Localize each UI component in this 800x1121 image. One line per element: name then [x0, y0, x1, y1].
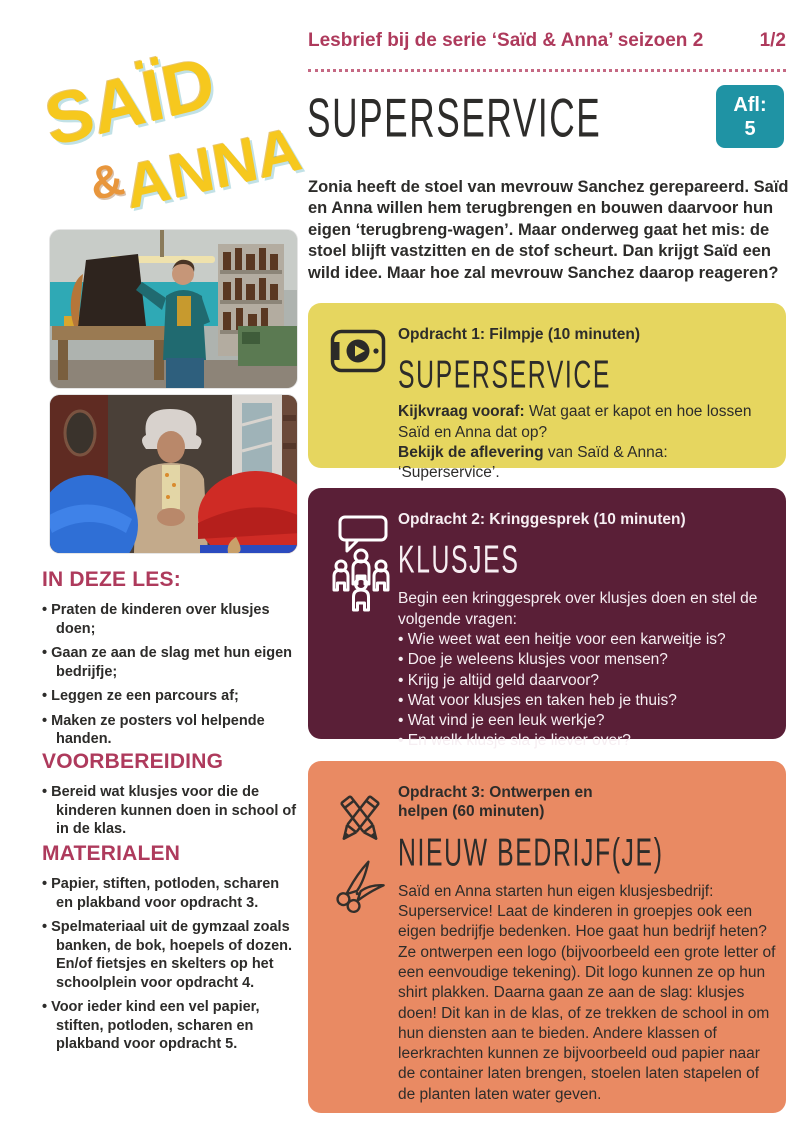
list-item: • Bereid wat klusjes voor die de kinderen kunnen doen in school of in de klas. [42, 783, 300, 839]
said-anna-logo [28, 20, 307, 225]
question-item: • Wat voor klusjes en taken heb je thuis? [398, 691, 762, 711]
pencils-icon [330, 787, 390, 854]
list-item: • Maken ze posters vol helpende handen. [42, 712, 300, 749]
card-opdracht-3 [308, 761, 786, 1113]
card-body [398, 402, 762, 483]
card-body [398, 589, 762, 751]
list-item: • Gaan ze aan de slag met hun eigen bedrijfje; [42, 644, 300, 681]
opdracht-label: Opdracht 2: Kringgesprek (10 minuten) [398, 511, 686, 528]
section-in-deze-les [42, 568, 300, 755]
bekijk-label: Bekijk de aflevering [398, 443, 544, 461]
bekijk-text: van Saïd & Anna: ‘Superservice’. [398, 443, 668, 482]
section-materialen [42, 842, 300, 1060]
header-divider [308, 69, 786, 72]
page-title-text: SUPERSERVICE [307, 88, 602, 149]
doorway-illustration [50, 395, 297, 553]
question-list [398, 630, 762, 752]
card-title-text: NIEUW BEDRIJF(JE) [398, 829, 664, 874]
question-item: • Doe je weleens klusjes voor mensen? [398, 650, 762, 670]
list-item: • Papier, stiften, potloden, scharen en plakband voor opdracht 3. [42, 875, 300, 912]
question-item: • Wie weet wat een heitje voor een karweitje is? [398, 630, 762, 650]
header-title: Lesbrief bij de serie ‘Saïd & Anna’ seizoen 2 [308, 30, 704, 51]
list-item: • Leggen ze een parcours af; [42, 687, 300, 706]
page-number: 1/2 [759, 30, 786, 51]
workshop-illustration [50, 230, 297, 388]
logo-ampersand: & [84, 152, 129, 210]
header [308, 30, 786, 52]
video-icon [330, 329, 386, 378]
discussion-icon [330, 514, 392, 619]
list-item: • Praten de kinderen over klusjes doen; [42, 601, 300, 638]
card-title-text: SUPERSERVICE [398, 352, 612, 397]
list-item: • Spelmateriaal uit de gymzaal zoals banken, de bok, hoepels of dozen. En/of fietsjes en skelters op het schoolplein voor opdracht 4. [42, 918, 300, 992]
kijkvraag-label: Kijkvraag vooraf: [398, 403, 525, 421]
kringgesprek-lead: Begin een kringgesprek over klusjes doen en stel de volgende vragen: [398, 590, 758, 628]
bullet-list [42, 783, 300, 839]
episode-intro: Zonia heeft de stoel van mevrouw Sanchez gerepareerd. Saïd en Anna willen hem terugbrengen en bouwen daarvoor hun eigen ‘terugbreng-wagen’. Maar onderweg gaat het mis: de stoel blijft vastzitten en de stof scheurt. Dan krijgt Saïd een wild idee. Maar hoe zal mevrouw Sanchez daarop reageren? [308, 177, 789, 282]
logo-anna-text: ANNA [120, 114, 307, 223]
question-item: • Wat vind je een leuk werkje? [398, 711, 762, 731]
section-heading: IN DEZE LES: [42, 568, 181, 591]
episode-badge [716, 85, 784, 148]
card-opdracht-2 [308, 488, 786, 750]
opdracht-label: Opdracht 3: Ontwerpen en helpen (60 minuten) [398, 784, 593, 821]
section-heading: MATERIALEN [42, 842, 181, 865]
scissors-icon [330, 857, 388, 920]
card-title-text: KLUSJES [398, 537, 520, 582]
card-opdracht-1 [308, 303, 786, 482]
opdracht-label: Opdracht 1: Filmpje (10 minuten) [398, 326, 640, 343]
scene-doorway-photo [50, 395, 297, 553]
question-item: • Krijg je altijd geld daarvoor? [398, 671, 762, 691]
card-body: Saïd en Anna starten hun eigen klusjesbedrijf: Superservice! Laat de kinderen in groepjes ook een eigen bedrijfje bedenken. Hoe gaat hun bedrijf heten? Ze ontwerpen een logo (bijvoorbeeld een grote letter of een eenvoudige tekening). Dit logo kunnen ze op hun shirt plakken. Daarna gaan ze aan de slag: klusjes doen! Dit kan in de klas, of ze trekken de school in om hun diensten aan te bieden. Andere klassen of leerkrachten kunnen ze bijvoorbeeld oud papier naar de container laten brengen, stoelen laten stapelen of de planten laten water geven. [398, 882, 776, 1103]
scene-workshop-photo [50, 230, 297, 388]
section-heading: VOORBEREIDING [42, 750, 224, 773]
episode-badge-label: Afl: [733, 94, 767, 116]
kijkvraag-text: Wat gaat er kapot en hoe lossen Saïd en Anna dat op? [398, 403, 752, 441]
question-item: • En welk klusje sla je liever over? [398, 731, 762, 751]
logo-said-text: SAÏD [38, 41, 222, 163]
list-item: • Voor ieder kind een vel papier, stiften, potloden, scharen en plakband voor opdracht 5. [42, 998, 300, 1054]
section-voorbereiding [42, 750, 300, 845]
page-title [307, 88, 675, 149]
bullet-list [42, 601, 300, 749]
episode-badge-number: 5 [744, 118, 756, 140]
bullet-list [42, 875, 300, 1054]
